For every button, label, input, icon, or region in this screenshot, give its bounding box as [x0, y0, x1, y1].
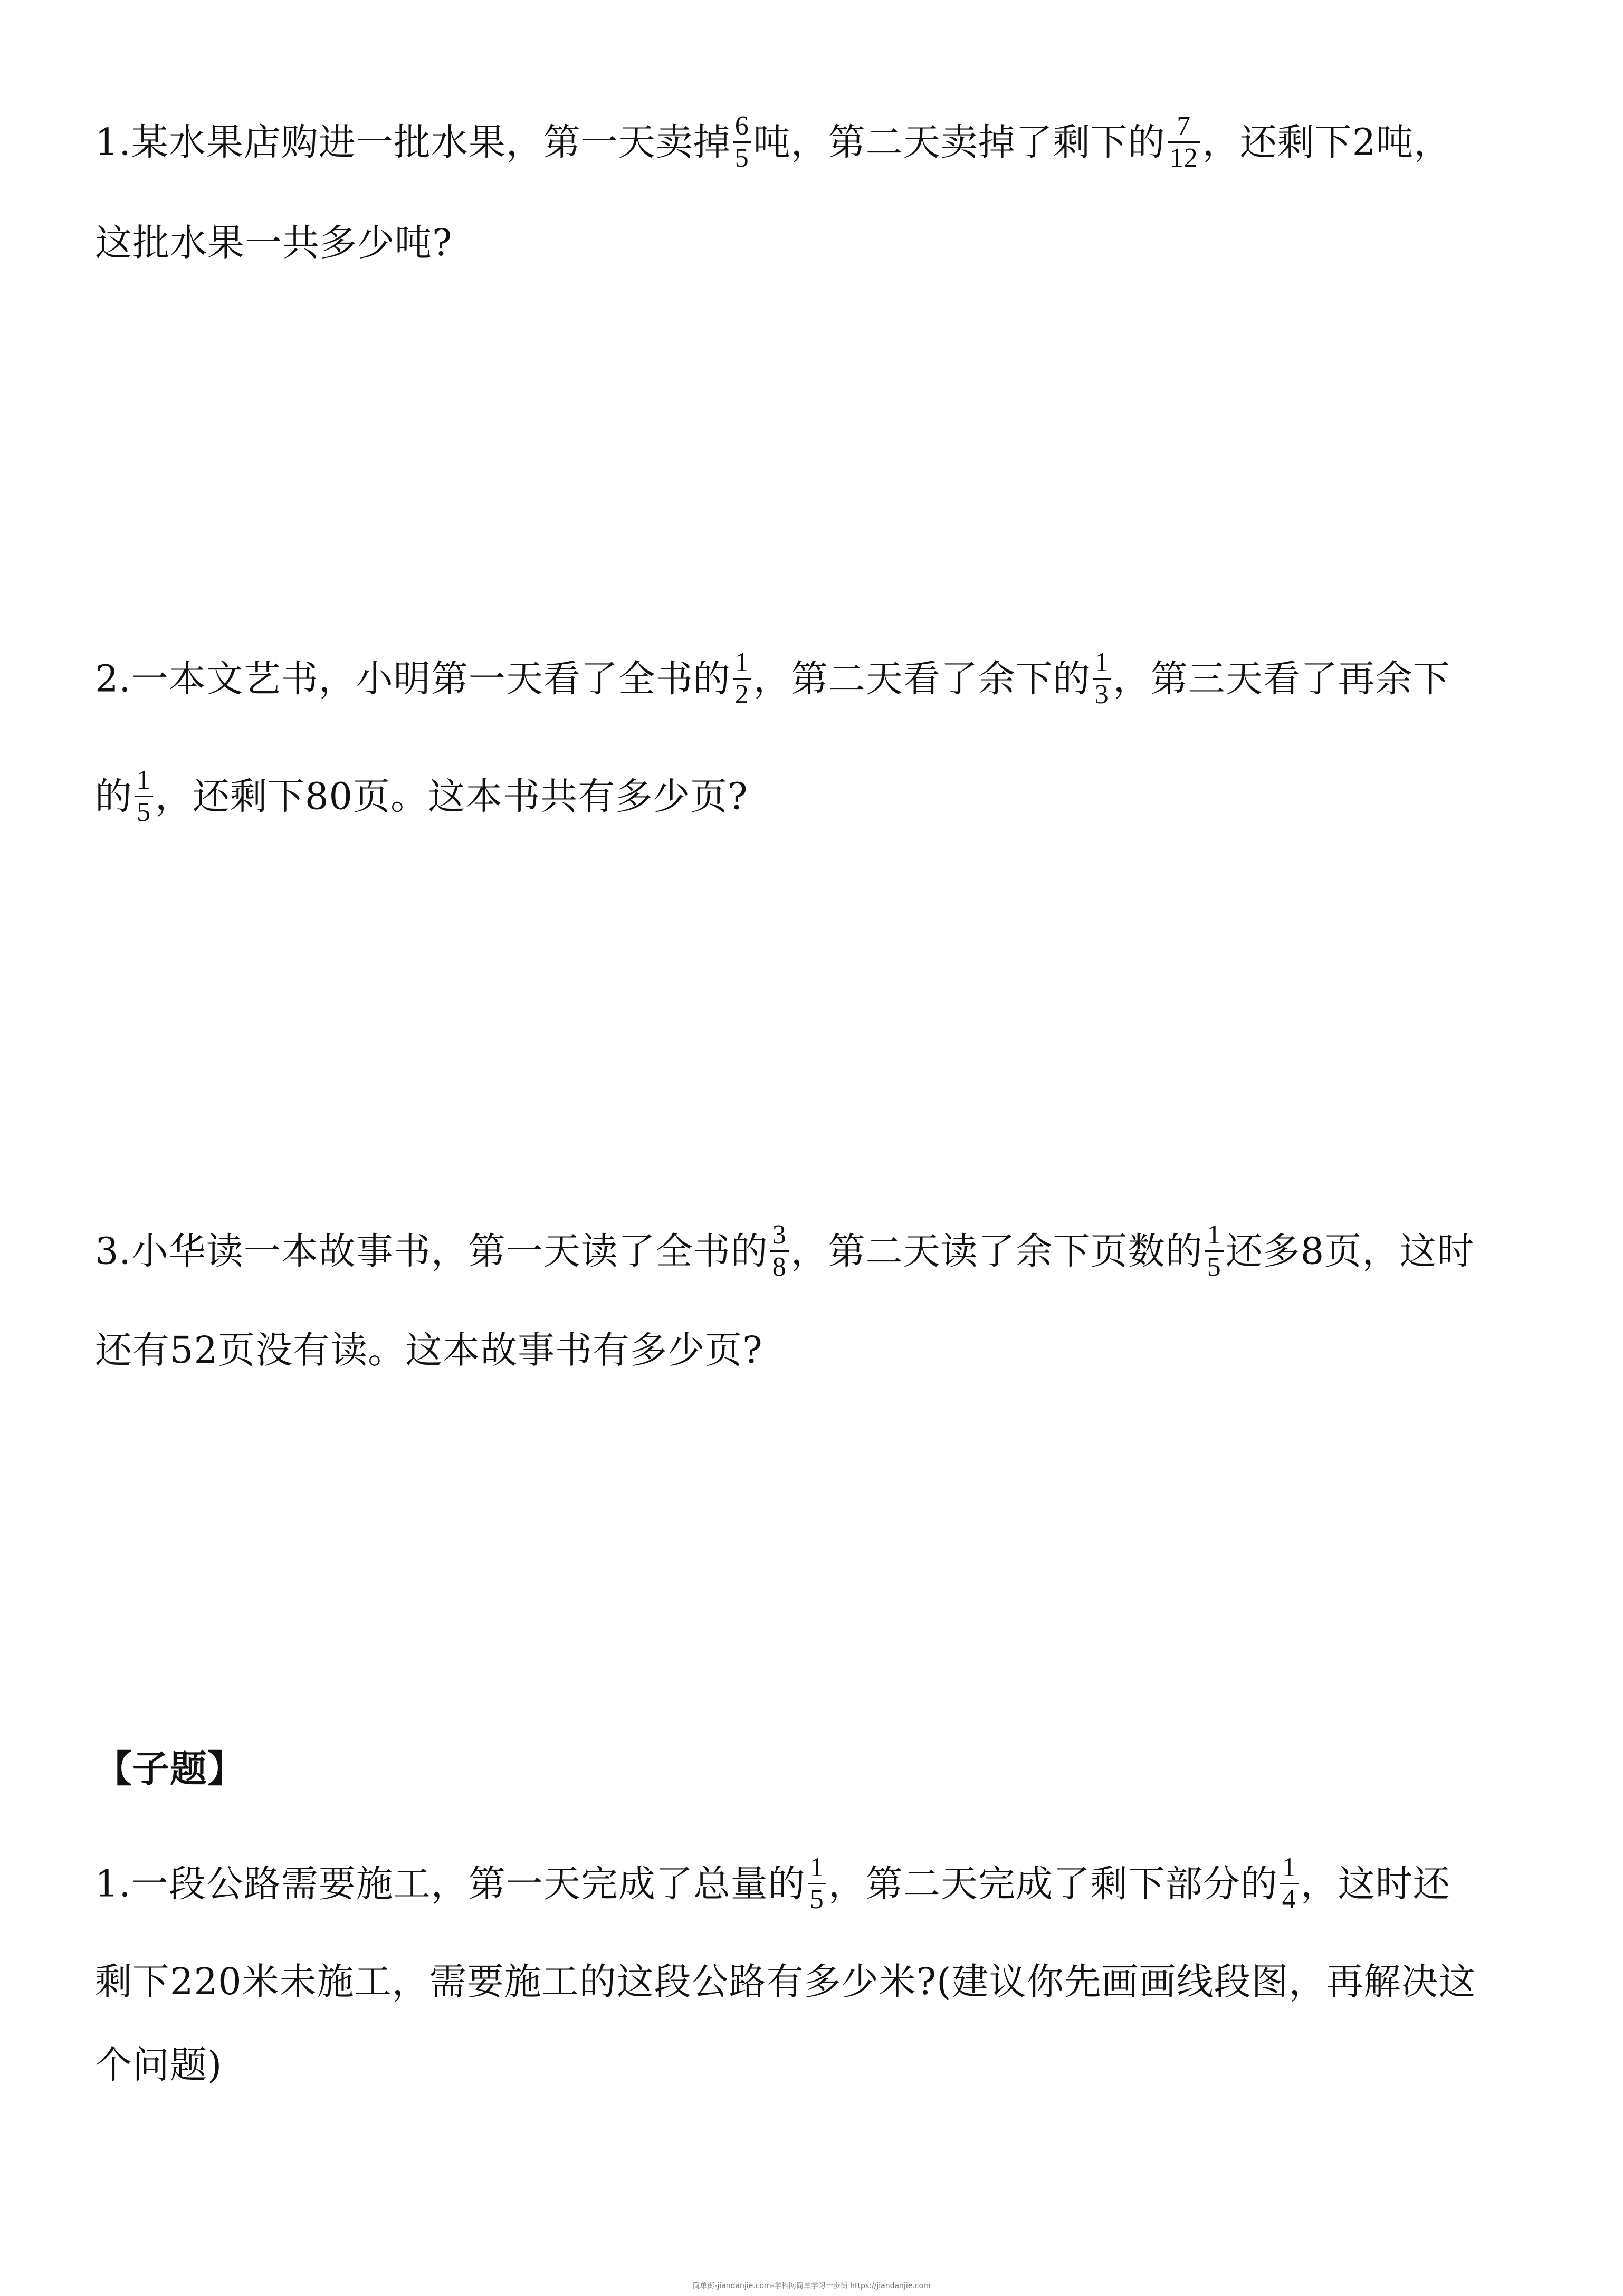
problem-2-text-d: 的 [95, 774, 132, 818]
fraction-numerator: 1 [808, 1852, 826, 1884]
subproblem-text-b: ，第二天完成了剩下部分的 [828, 1862, 1278, 1906]
fraction-numerator: 1 [1205, 1220, 1224, 1252]
subproblem-text-a: 1.一段公路需要施工，第一天完成了总量的 [95, 1862, 806, 1906]
problem-3-line-1 [95, 1220, 1475, 1286]
fraction-numerator: 7 [1168, 111, 1200, 143]
page-footer: 简单街-jiandanjie.com-学科网简单学习一步街 https://jiandanjie.com [692, 2282, 931, 2290]
subproblem-line-2: 剩下220米未施工，需要施工的这段公路有多少米?(建议你先画画线段图，再解决这 [95, 1960, 1476, 2003]
fraction-1-3 [1093, 647, 1111, 710]
fraction-numerator: 1 [733, 647, 751, 680]
problem-2-line-2 [95, 765, 748, 831]
problem-3-text-b: ，第二天读了余下页数的 [790, 1229, 1203, 1273]
problem-3-text-a: 3.小华读一本故事书，第一天读了全书的 [95, 1229, 768, 1273]
fraction-denominator: 12 [1169, 143, 1198, 174]
problem-2-line-1 [95, 647, 1450, 713]
problem-1-text-a: 1.某水果店购进一批水果，第一天卖掉 [95, 120, 731, 164]
fraction-denominator: 5 [734, 143, 749, 174]
problem-2-text-c: ，第三天看了再余下 [1113, 657, 1450, 701]
fraction-denominator: 3 [1094, 680, 1109, 710]
fraction-numerator: 1 [135, 765, 153, 797]
fraction-denominator: 8 [772, 1252, 787, 1283]
fraction-numerator: 6 [733, 111, 751, 143]
problem-2-text-e: ，还剩下80页。这本书共有多少页? [155, 774, 748, 818]
fraction-7-12 [1168, 111, 1200, 174]
fraction-denominator: 4 [1282, 1884, 1296, 1915]
fraction-numerator: 3 [770, 1220, 789, 1252]
problem-3-line-2: 还有52页没有读。这本故事书有多少页? [95, 1328, 763, 1372]
fraction-1-5 [808, 1852, 826, 1915]
problem-3-text-c: 还多8页，这时 [1225, 1229, 1475, 1273]
problem-2-text-a: 2.一本文艺书，小明第一天看了全书的 [95, 657, 731, 701]
fraction-1-5 [135, 765, 153, 828]
fraction-3-8 [770, 1220, 789, 1283]
fraction-numerator: 1 [1280, 1852, 1299, 1884]
fraction-6-5 [733, 111, 751, 174]
subproblem-heading: 【子题】 [95, 1747, 245, 1791]
fraction-denominator: 5 [137, 797, 151, 828]
fraction-1-5 [1205, 1220, 1224, 1283]
fraction-1-2 [733, 647, 751, 710]
subproblem-text-c: ，这时还 [1300, 1862, 1450, 1906]
problem-1-text-b: 吨，第二天卖掉了剩下的 [753, 120, 1166, 164]
fraction-numerator: 1 [1093, 647, 1111, 680]
subproblem-line-3: 个问题) [95, 2043, 223, 2087]
problem-1-line-1 [95, 111, 1452, 177]
fraction-denominator: 2 [734, 680, 749, 710]
fraction-1-4 [1280, 1852, 1299, 1915]
fraction-denominator: 5 [809, 1884, 824, 1915]
problem-1-text-c: ，还剩下2吨， [1202, 120, 1452, 164]
problem-2-text-b: ，第二天看了余下的 [753, 657, 1091, 701]
problem-1-line-2: 这批水果一共多少吨? [95, 221, 453, 264]
fraction-denominator: 5 [1207, 1252, 1221, 1283]
subproblem-line-1 [95, 1852, 1450, 1918]
